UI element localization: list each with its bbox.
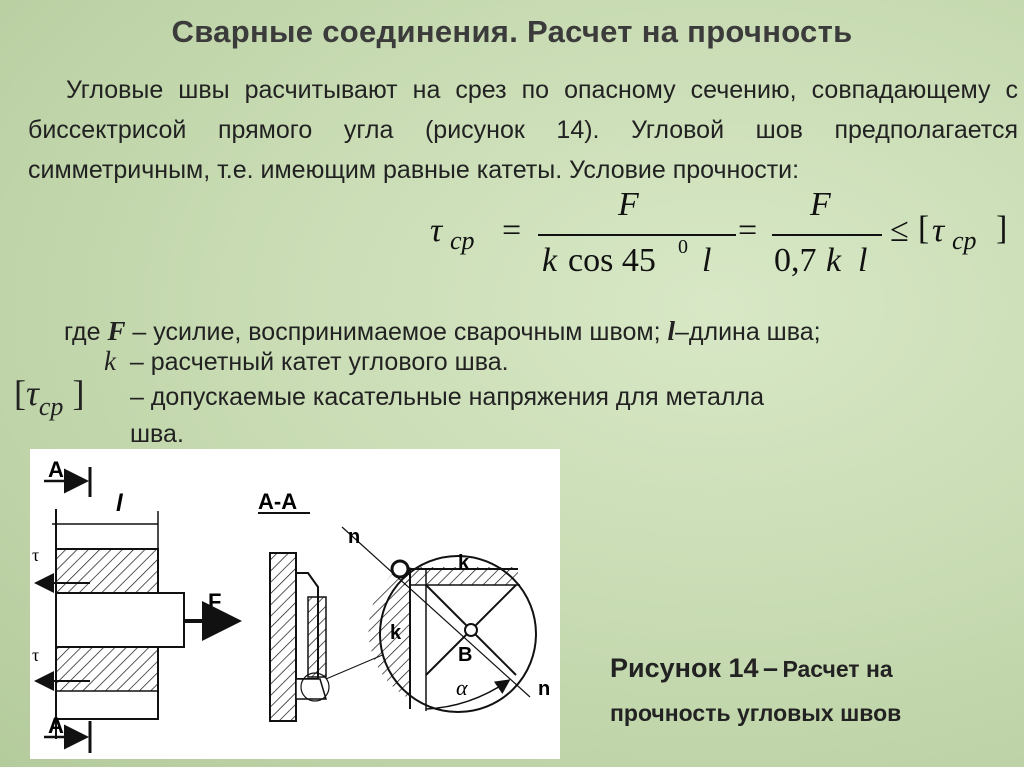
tau-allowable: τ (26, 373, 39, 413)
denominator-1-cos: cos 45 (568, 242, 656, 279)
tau-subscript: cp (450, 226, 475, 255)
slide-title: Сварные соединения. Расчет на прочность (171, 14, 853, 49)
tau-symbol: τ (430, 212, 443, 249)
label-A-top: A (48, 457, 64, 482)
label-n-top: n (348, 526, 361, 548)
label-n-bottom: n (538, 678, 551, 700)
tau-symbol-2: τ (932, 212, 945, 249)
where-F-description: – усилие, воспринимаемое сварочным швом; (132, 318, 661, 346)
where-line-4: шва. (130, 420, 184, 448)
where-l-description: –длина шва; (674, 318, 821, 346)
right-bracket: ] (996, 210, 1008, 247)
figure-14 (30, 449, 560, 759)
where-line-3: – допускаемые касательные напряжения для металла (130, 383, 764, 411)
left-bracket: [ (918, 210, 930, 247)
denominator-1-k: k (542, 242, 558, 279)
label-k-left: k (390, 622, 402, 644)
label-F: F (208, 589, 222, 614)
equals-sign-2: = (738, 212, 758, 249)
tau-right-bracket: ] (72, 373, 85, 413)
tau-allowable-subscript: cp (38, 392, 64, 421)
symbol-l: l (667, 316, 675, 346)
numerator-1: F (618, 186, 639, 223)
label-l: l (116, 490, 123, 517)
fraction-line-2 (772, 234, 882, 236)
strength-formula (430, 186, 1020, 296)
label-A-bottom: A (48, 713, 64, 738)
figure-caption (610, 648, 1010, 737)
label-k-top: k (458, 552, 470, 574)
denominator-1-degree: 0 (678, 236, 688, 258)
left-view (32, 457, 234, 753)
label-section-A-A: A-A (258, 489, 298, 514)
where-line-2 (104, 346, 509, 377)
label-tau-top: τ (32, 545, 40, 565)
numerator-2: F (810, 186, 831, 223)
denominator-2-coef: 0,7 (774, 242, 817, 279)
denominator-2-k: k (826, 242, 842, 279)
where-line-1 (64, 316, 821, 347)
caption-figure-number: Рисунок 14 (610, 653, 759, 683)
denominator-1-l: l (702, 242, 712, 279)
leq-sign: ≤ (890, 212, 909, 249)
where-k-description: – расчетный катет углового шва. (129, 348, 509, 376)
symbol-k: k (104, 346, 116, 376)
weld-diagram (30, 449, 560, 759)
tau-subscript-2: cp (952, 226, 977, 255)
label-alpha: α (456, 675, 468, 700)
equals-sign-1: = (502, 212, 522, 249)
allowable-stress-symbol (14, 372, 85, 421)
where-prefix: где (64, 318, 101, 346)
tau-left-bracket: [ (14, 373, 26, 413)
label-tau-bottom: τ (32, 645, 40, 665)
caption-part2: Расчет на (782, 656, 893, 682)
intro-paragraph (28, 70, 1018, 190)
caption-dash: – (762, 653, 778, 683)
fraction-line-1 (538, 234, 736, 236)
intro-text: Угловые швы расчитывают на срез по опасному сечению, совпадающему с биссектрисой прямого угла (рисунок 14). Угловой шов предполагается симметричным, т.е. имеющим равные катеты. Условие прочности: (28, 76, 1018, 184)
denominator-2-l: l (858, 242, 868, 279)
symbol-F: F (107, 316, 126, 346)
caption-line2: прочность угловых швов (610, 700, 902, 726)
label-B: B (458, 644, 473, 666)
detail-view (342, 526, 550, 712)
